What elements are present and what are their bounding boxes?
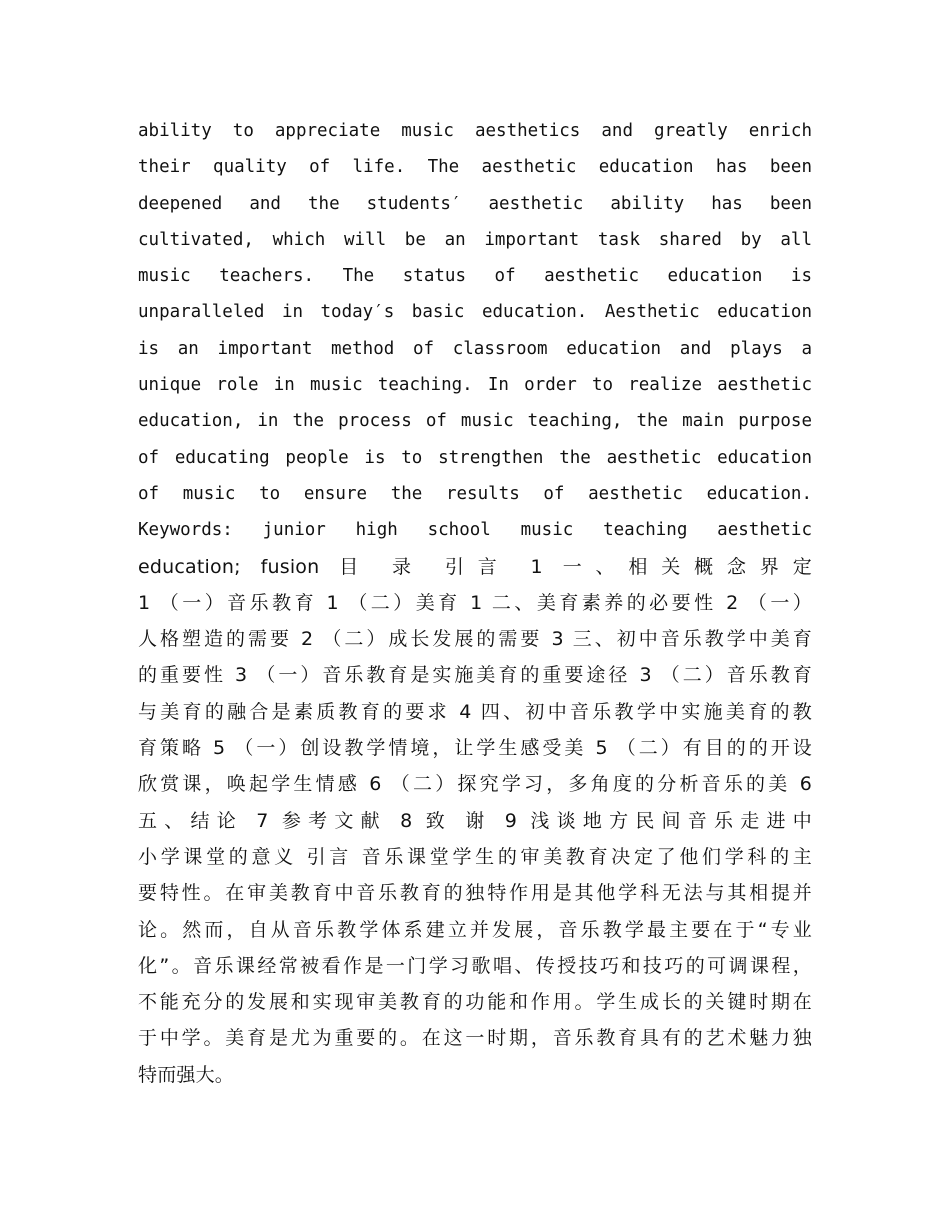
text-line: 论。然而，自从音乐教学体系建立并发展，音乐教学最主要在于“专业 [138, 918, 812, 941]
text-line: 化”。音乐课经常被看作是一门学习歌唱、传授技巧和技巧的可调课程， [138, 954, 812, 977]
text-line: unparalleled in today′s basic education. Aesthetic education [138, 302, 812, 323]
toc-line: 人格塑造的需要 2 （二）成长发展的需要 3 三、初中音乐教学中美育 [138, 628, 812, 651]
toc-line: 与美育的融合是素质教育的要求 4 四、初中音乐教学中实施美育的教 [138, 700, 812, 723]
text-line: 不能充分的发展和实现审美教育的功能和作用。学生成长的关键时期在 [138, 991, 812, 1014]
text-line: their quality of life. The aesthetic education has been [138, 157, 812, 178]
toc-line: 1 （一）音乐教育 1 （二）美育 1 二、美育素养的必要性 2 （一） [138, 591, 812, 614]
text-line: unique role in music teaching. In order to realize aesthetic [138, 375, 812, 396]
text-line: ability to appreciate music aesthetics and greatly enrich [138, 121, 812, 141]
toc-line: 育策略 5 （一）创设教学情境，让学生感受美 5 （二）有目的的开设 [138, 737, 812, 760]
toc-line: education; fusion 目 录 引言 1 一、相关概念界定 [138, 555, 812, 578]
text-line: is an important method of classroom education and plays a [138, 338, 812, 359]
text-line: 要特性。在审美教育中音乐教育的独特作用是其他学科无法与其相提并 [138, 882, 812, 905]
text-line: 特而强大。 [138, 1063, 235, 1086]
text-line: of music to ensure the results of aesthetic education. [138, 483, 812, 504]
toc-line: 欣赏课，唤起学生情感 6 （二）探究学习，多角度的分析音乐的美 6 [138, 773, 812, 796]
toc-line: 五、结论 7 参考文献 8 致 谢 9 浅谈地方民间音乐走进中 [138, 809, 812, 832]
toc-line: 的重要性 3 （一）音乐教育是实施美育的重要途径 3 （二）音乐教育 [138, 664, 812, 687]
keywords-line: Keywords: junior high school music teaching aesthetic [138, 520, 812, 541]
text-line: 于中学。美育是尤为重要的。在这一时期，音乐教育具有的艺术魅力独 [138, 1027, 812, 1050]
text-line: of educating people is to strengthen the aesthetic education [138, 447, 812, 468]
text-line: cultivated, which will be an important task shared by all [138, 229, 812, 250]
text-line: deepened and the students′ aesthetic ability has been [138, 193, 812, 214]
text-line: music teachers. The status of aesthetic education is [138, 266, 812, 287]
text-line: 小学课堂的意义 引言 音乐课堂学生的审美教育决定了他们学科的主 [138, 845, 812, 868]
body-text [138, 113, 812, 1093]
text-line: education, in the process of music teaching, the main purpose [138, 411, 812, 432]
